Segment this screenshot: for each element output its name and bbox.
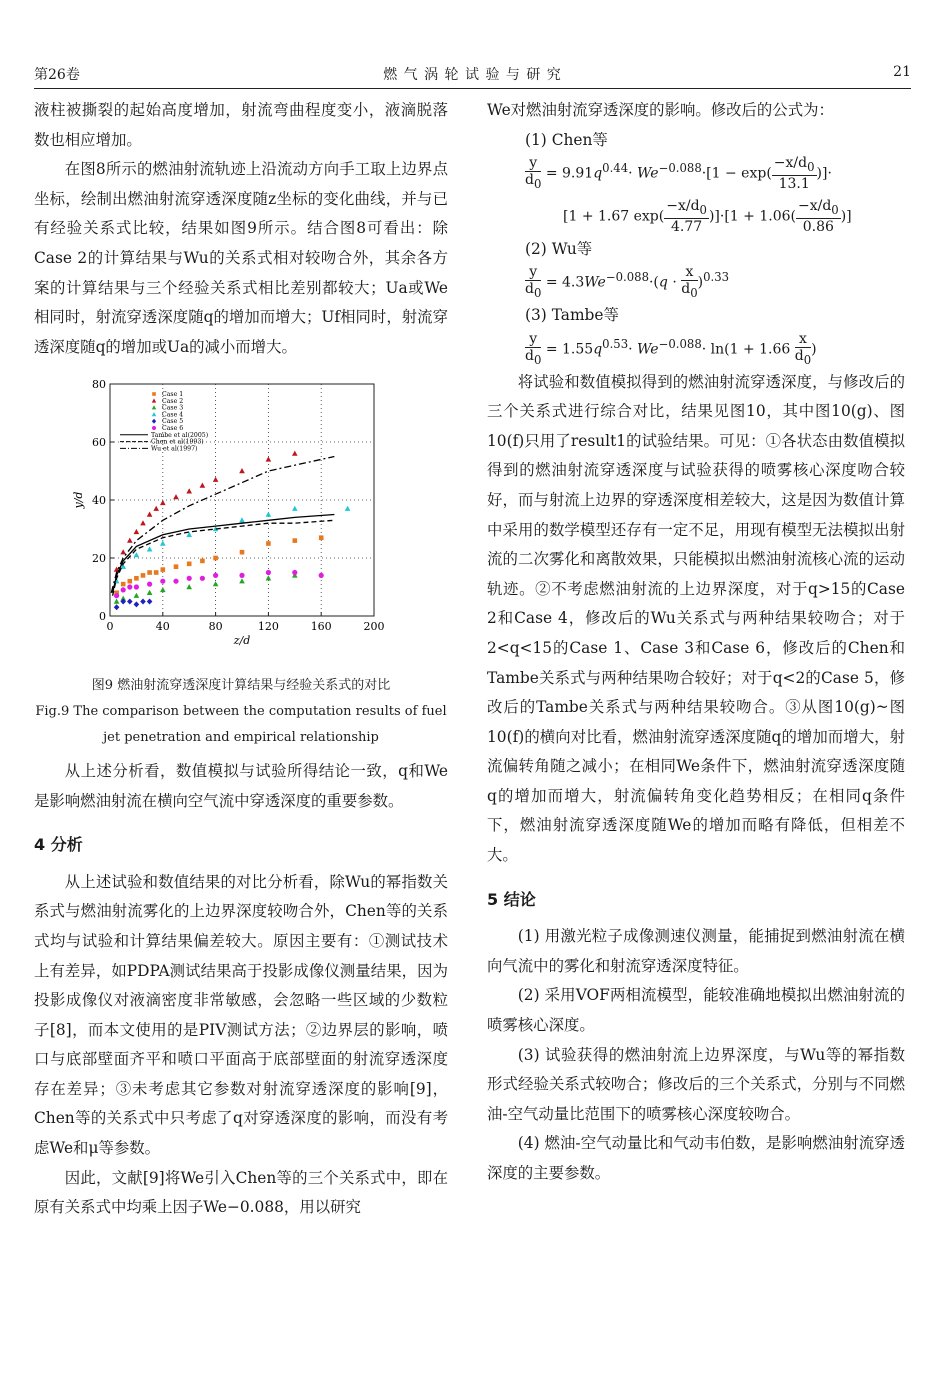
x-tick-label: 0	[106, 620, 114, 634]
legend-label: Case 5	[162, 418, 184, 426]
series-line	[113, 521, 335, 596]
legend-label: Case 1	[162, 391, 184, 399]
data-point	[239, 518, 245, 523]
paragraph: 在图8所示的燃油射流轨迹上沿流动方向手工取上边界点坐标，绘制出燃油射流穿透深度随z坐标的变化曲线，并与已有经验关系式比较，结果如图9所示。结合图8可看出：除Case 2的计算结果与Wu的关系式相对较吻合外，其余各方案的计算结果与三个经验关系式相比差别都较大；Ua或We相同时，射流穿透深度随q的增加而增大；Uf相同时，射流穿透深度随q的增加或Ua的减小而增大。	[34, 160, 448, 356]
legend-marker	[152, 406, 156, 410]
figure-caption-en-1: Fig.9 The comparison between the computation results of fuel	[35, 703, 447, 719]
conclusion-2: (2) 采用VOF两相流模型，能较准确地模拟出燃油射流的喷雾核心深度。	[487, 986, 905, 1035]
x-tick-label: 120	[257, 620, 279, 634]
y-tick-label: 40	[92, 494, 106, 508]
data-point	[239, 573, 244, 578]
x-tick-label: 80	[208, 620, 223, 634]
x-tick-label: 160	[310, 620, 332, 634]
paragraph: 从上述试验和数值结果的对比分析看，除Wu的幂指数关系式与燃油射流雾化的上边界深度较吻合外，Chen等的关系式均与试验和计算结果偏差较大。原因主要有：①测试技术上有差异，如PDPA测试结果高于投影成像仪测量结果，因为投影成像仪对液滴密度非常敏感，会忽略一些区域的少数粒子[8]，而本文使用的是PIV测试方法；②边界层的影响，喷口与底部壁面齐平和喷口平面高于底部壁面的射流穿透深度存在差异；③未考虑其它参数对射流穿透深度的影响[9]，Chen等的关系式中只考虑了q对穿透深度的影响，而没有考虑We和μ等参数。	[34, 872, 448, 1158]
y-tick-label: 0	[99, 610, 106, 624]
x-axis-label: z/d	[233, 634, 251, 648]
legend-marker	[152, 393, 156, 397]
data-point	[266, 512, 272, 517]
equation-label: (2) Wu等	[525, 239, 593, 258]
paragraph: 将试验和数值模拟得到的燃油射流穿透深度，与修改后的三个关系式进行综合对比，结果见图10，其中图10(g)、图10(f)只用了result1的试验结果。可见：①各状态由数值模拟得到的燃油射流穿透深度与试验获得的喷雾核心深度吻合较好，而与射流上边界的穿透深度相差较大，这是因为数值计算中采用的数学模型还存有一定不足，用现有模型无法模拟出射流的二次雾化和离散效果，只能模拟出燃油射流核心流的运动轨迹。②不考虑燃油射流的上边界深度，对于q>15的Case 2和Case 4，修改后的Wu关系式与两种结果较吻合；对于2<q<15的Case 1、Case 3和Case 6，修改后的Chen和Tambe关系式与两种结果吻合较好；对于q<2的Case 5，修改后的Tambe关系式与两种结果较吻合。③从图10(g)~图10(f)的横向对比看，燃油射流穿透深度随q的增加而增大，射流偏转角随之减小；在相同We条件下，燃油射流穿透深度随q的增加而增大，射流偏转角变化趋势相反；在相同q条件下，燃油射流穿透深度随We的增加而略有降低，但相差不大。	[487, 372, 905, 865]
data-point	[292, 451, 298, 456]
paragraph: 液柱被撕裂的起始高度增加，射流弯曲程度变小，液滴脱落数也相应增加。	[34, 101, 448, 149]
data-point	[134, 552, 140, 557]
legend-label: Tambe et al(2005)	[151, 432, 209, 440]
right-column	[487, 96, 905, 1189]
data-point	[213, 556, 218, 561]
data-point	[266, 570, 271, 575]
paragraph: 从上述分析看，数值模拟与试验所得结论一致，q和We是影响燃油射流在横向空气流中穿透深度的重要参数。	[34, 761, 448, 810]
data-point	[186, 584, 192, 589]
paragraph: We对燃油射流穿透深度的影响。修改后的公式为：	[487, 101, 834, 119]
data-point	[134, 585, 139, 590]
x-tick-label: 200	[363, 620, 385, 634]
data-point	[147, 571, 152, 576]
data-point	[114, 593, 119, 598]
data-point	[140, 599, 146, 605]
y-tick-label: 80	[92, 378, 106, 392]
data-point	[160, 579, 165, 584]
data-point	[127, 599, 133, 605]
data-point	[147, 582, 152, 587]
data-point	[141, 573, 146, 578]
data-point	[292, 506, 298, 511]
page-number: 21	[893, 64, 911, 80]
figure-caption-en-2: jet penetration and empirical relationship	[103, 729, 379, 745]
paragraph: 因此，文献[9]将We引入Chen等的三个关系式中，即在原有关系式中均乘上因子We−0.088，用以研究	[34, 1168, 448, 1217]
conclusion-3: (3) 试验获得的燃油射流上边界深度，与Wu等的幂指数形式经验关系式较吻合；修改后的三个关系式，分别与不同燃油-空气动量比范围下的喷雾核心深度较吻合。	[487, 1045, 905, 1123]
data-point	[153, 506, 159, 511]
data-point	[319, 536, 324, 541]
penetration-chart	[34, 372, 448, 662]
data-point	[239, 579, 245, 584]
data-point	[121, 582, 126, 587]
data-point	[147, 547, 153, 552]
data-point	[114, 599, 120, 604]
data-point	[266, 457, 272, 462]
data-point	[120, 550, 126, 555]
section-heading-5: 5 结论	[487, 889, 536, 909]
data-point	[127, 585, 132, 590]
equation-label: (3) Tambe等	[525, 306, 619, 325]
data-point	[345, 506, 351, 511]
data-point	[134, 576, 139, 581]
data-point	[239, 468, 245, 473]
conclusion-4: (4) 燃油-空气动量比和气动韦伯数，是影响燃油射流穿透深度的主要参数。	[487, 1134, 905, 1182]
equation-label: (1) Chen等	[525, 130, 608, 149]
legend-label: Case 6	[162, 425, 184, 433]
data-point	[240, 550, 245, 555]
y-tick-label: 20	[92, 552, 106, 566]
equation-tambe: $\frac{y}{d_0}$ = $1.55q^{0.53}\cdot We^{-0.088}\cdot \ln(1 + 1.66$ $\frac{x}{d_0}$ )	[525, 330, 817, 367]
data-point	[114, 605, 120, 611]
data-point	[293, 539, 298, 544]
x-tick-label: 40	[155, 620, 170, 634]
data-point	[213, 477, 219, 482]
legend-marker	[152, 426, 156, 430]
data-point	[127, 538, 133, 543]
legend-label: Wu et al(1997)	[151, 445, 198, 453]
data-point	[319, 573, 324, 578]
data-point	[134, 602, 140, 608]
equation-wu: $\frac{y}{d_0}$ = $4.3We^{-0.088}\cdot(q$ · $\frac{x}{d_0}$ )$^{0.33}$	[525, 264, 730, 301]
legend-marker	[152, 412, 156, 416]
data-point	[213, 573, 218, 578]
data-point	[147, 599, 153, 605]
data-point	[154, 571, 159, 576]
data-point	[200, 576, 205, 581]
journal-title: 燃 气 涡 轮 试 验 与 研 究	[383, 67, 562, 83]
y-axis-label: y/d	[72, 491, 85, 509]
data-point	[200, 559, 205, 564]
data-point	[140, 521, 146, 526]
data-point	[134, 593, 140, 598]
data-point	[187, 576, 192, 581]
data-point	[147, 590, 153, 595]
data-point	[174, 565, 179, 570]
data-point	[160, 587, 166, 592]
section-heading-4: 4 分析	[34, 835, 83, 855]
legend-marker	[152, 399, 156, 403]
y-tick-label: 60	[92, 436, 106, 450]
data-point	[134, 529, 140, 534]
data-point	[200, 483, 206, 488]
volume-label: 第26卷	[34, 67, 80, 83]
data-point	[173, 579, 178, 584]
data-point	[213, 581, 219, 586]
conclusion-1: (1) 用激光粒子成像测速仪测量，能捕捉到燃油射流在横向气流中的雾化和射流穿透深度特征。	[487, 927, 905, 975]
figure-9	[34, 372, 448, 751]
data-point	[187, 562, 192, 567]
data-point	[266, 542, 271, 547]
data-point	[160, 541, 166, 546]
left-column	[34, 96, 448, 1223]
series-line	[113, 515, 335, 593]
data-point	[266, 576, 272, 581]
data-point	[128, 579, 133, 584]
legend-label: Case 2	[162, 398, 184, 406]
legend-label: Case 3	[162, 404, 184, 412]
equation-chen: $\frac{y}{d_0}$ = $9.91q^{0.44}\cdot We^{-0.088}\cdot[1 - \exp$( $\frac{-x/d_0}{13.1}$ )]· [1 + 1.67 exp( $\frac{-x/d_0}{4.77}$ )]·[1 + 1.06( $\frac{-x/d_0}{0.86}$ )]	[525, 155, 852, 235]
data-point	[121, 588, 126, 593]
data-point	[161, 568, 166, 573]
data-point	[160, 500, 166, 505]
page-header	[34, 62, 911, 89]
legend-marker	[152, 419, 156, 424]
data-point	[292, 570, 297, 575]
legend-label: Chen et al(1993)	[151, 438, 204, 446]
legend-label: Case 4	[162, 411, 184, 419]
data-point	[147, 512, 153, 517]
data-point	[186, 489, 192, 494]
data-point	[173, 494, 179, 499]
figure-caption-cn: 图9 燃油射流穿透深度计算结果与经验关系式的对比	[91, 677, 391, 693]
